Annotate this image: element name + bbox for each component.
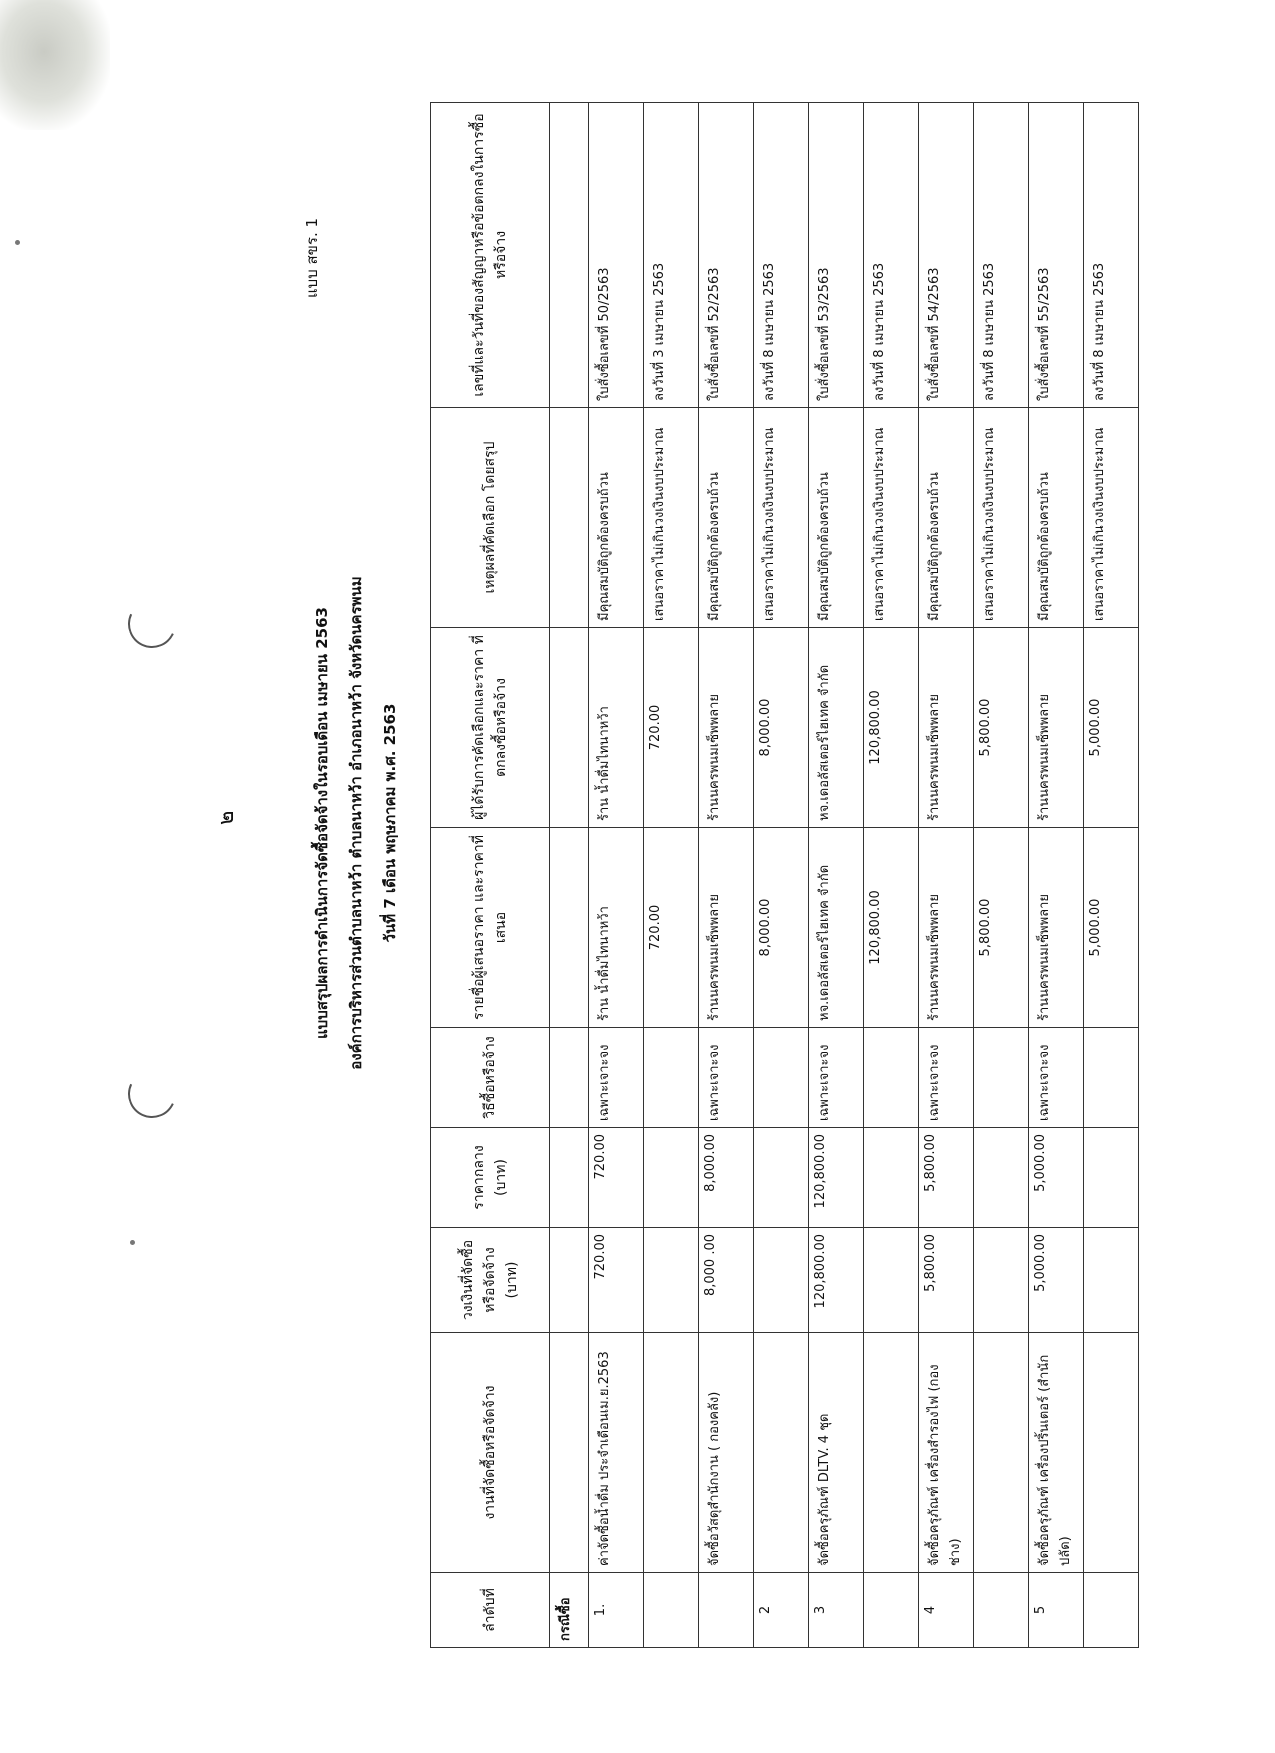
cell-bidder: ร้านนครพนมเซ็พพลาย: [1029, 828, 1084, 1028]
cell-contract: ลงวันที่ 8 เมษายน 2563: [754, 103, 809, 408]
cell-budget: [1084, 1228, 1139, 1333]
document-title: แบบสรุปผลการดำเนินการจัดซื้อจัดจ้างในรอบเดือน เมษายน 2563: [313, 607, 331, 1039]
header-seq: ลำดับที่: [431, 1573, 550, 1648]
cell-contract: ใบสั่งซื้อเลขที่ 50/2563: [589, 103, 644, 408]
cell-item: [644, 1333, 699, 1573]
cell-selected: หจ.เดอลัสเตอร์ไฮเทค จำกัด: [809, 628, 864, 828]
cell-median-price: [644, 1128, 699, 1228]
cell-budget: 8,000 .00: [699, 1228, 754, 1333]
cell-budget: [864, 1228, 919, 1333]
table-header-row: [431, 103, 550, 1648]
table-row: [699, 103, 754, 1648]
cell-reason: มีคุณสมบัติถูกต้องครบถ้วน: [699, 408, 754, 628]
cell-contract: ลงวันที่ 8 เมษายน 2563: [974, 103, 1029, 408]
cell-item: [864, 1333, 919, 1573]
organization-name: องค์การบริหารส่วนตำบลนาหว้า ตำบลนาหว้า อำเภอนาหว้า จังหวัดนครพนม: [347, 576, 365, 1070]
header-reason: เหตุผลที่คัดเลือก โดยสรุป: [431, 408, 550, 628]
cell-contract: ลงวันที่ 8 เมษายน 2563: [1084, 103, 1139, 408]
header-selected: ผู้ได้รับการคัดเลือกและราคา ที่ตกลงซื้อหรือจ้าง: [431, 628, 550, 828]
cell-median-price: [864, 1128, 919, 1228]
cell-reason: เสนอราคาไม่เกินวงเงินงบประมาณ: [644, 408, 699, 628]
form-code: แบบ สขร. 1: [303, 217, 321, 298]
cell-median-price: [974, 1128, 1029, 1228]
cell-contract: ลงวันที่ 8 เมษายน 2563: [864, 103, 919, 408]
cell-selected: 8,000.00: [754, 628, 809, 828]
cell-selected: 120,800.00: [864, 628, 919, 828]
page-number: ๒: [214, 810, 239, 825]
table-row: [644, 103, 699, 1648]
cell-reason: เสนอราคาไม่เกินวงเงินงบประมาณ: [754, 408, 809, 628]
table-row: [754, 103, 809, 1648]
cell-seq: [864, 1573, 919, 1648]
cell-seq: [644, 1573, 699, 1648]
cell-reason: เสนอราคาไม่เกินวงเงินงบประมาณ: [974, 408, 1029, 628]
header-item: งานที่จัดซื้อหรือจัดจ้าง: [431, 1333, 550, 1573]
header-bidders: รายชื่อผู้เสนอราคา และราคาที่เสนอ: [431, 828, 550, 1028]
cell-method: [974, 1028, 1029, 1128]
cell-budget: 120,800.00: [809, 1228, 864, 1333]
cell-median-price: 720.00: [589, 1128, 644, 1228]
cell-method: [1084, 1028, 1139, 1128]
cell-selected: ร้าน น้ำดื่มไทนาหว้า: [589, 628, 644, 828]
table-row: [864, 103, 919, 1648]
cell-seq: [1084, 1573, 1139, 1648]
cell-bidder: ร้านนครพนมเซ็พพลาย: [699, 828, 754, 1028]
cell-reason: มีคุณสมบัติถูกต้องครบถ้วน: [809, 408, 864, 628]
header-median-price: ราคากลาง (บาท): [431, 1128, 550, 1228]
cell-bidder: 5,000.00: [1084, 828, 1139, 1028]
cell-selected: ร้านนครพนมเซ็พพลาย: [919, 628, 974, 828]
table-row: [974, 103, 1029, 1648]
cell-seq: [699, 1573, 754, 1648]
table-row: [1084, 103, 1139, 1648]
cell-bidder: 5,800.00: [974, 828, 1029, 1028]
cell-item: [974, 1333, 1029, 1573]
cell-selected: ร้านนครพนมเซ็พพลาย: [1029, 628, 1084, 828]
cell-item: จัดซื้อครุภัณฑ์ DLTV. 4 ชุด: [809, 1333, 864, 1573]
cell-selected: ร้านนครพนมเซ็พพลาย: [699, 628, 754, 828]
cell-item: จัดซื้อครุภัณฑ์ เครื่องปริ้นเตอร์ (สำนักปลัด): [1029, 1333, 1084, 1573]
cell-budget: 5,800.00: [919, 1228, 974, 1333]
cell-method: เฉพาะเจาะจง: [1029, 1028, 1084, 1128]
cell-seq: 5: [1029, 1573, 1084, 1648]
cell-contract: ลงวันที่ 3 เมษายน 2563: [644, 103, 699, 408]
header-budget: วงเงินที่จัดซื้อหรือจัดจ้าง (บาท): [431, 1228, 550, 1333]
procurement-table: [430, 102, 1139, 1648]
cell-contract: ใบสั่งซื้อเลขที่ 55/2563: [1029, 103, 1084, 408]
cell-seq: 4: [919, 1573, 974, 1648]
cell-bidder: 720.00: [644, 828, 699, 1028]
cell-item: จัดซื้อครุภัณฑ์ เครื่องสำรองไฟ (กองช่าง): [919, 1333, 974, 1573]
cell-contract: ใบสั่งซื้อเลขที่ 52/2563: [699, 103, 754, 408]
table-row: [809, 103, 864, 1648]
cell-contract: ใบสั่งซื้อเลขที่ 53/2563: [809, 103, 864, 408]
cell-seq: 2: [754, 1573, 809, 1648]
cell-method: [754, 1028, 809, 1128]
cell-item: ค่าจัดซื้อน้ำดื่ม ประจำเดือนเม.ย.2563: [589, 1333, 644, 1573]
table-row: [919, 103, 974, 1648]
cell-method: เฉพาะเจาะจง: [589, 1028, 644, 1128]
cell-method: เฉพาะเจาะจง: [809, 1028, 864, 1128]
cell-method: [644, 1028, 699, 1128]
cell-median-price: [754, 1128, 809, 1228]
document-date: วันที่ 7 เดือน พฤษภาคม พ.ศ. 2563: [381, 703, 399, 943]
cell-reason: เสนอราคาไม่เกินวงเงินงบประมาณ: [1084, 408, 1139, 628]
cell-bidder: ร้าน น้ำดื่มไทนาหว้า: [589, 828, 644, 1028]
cell-selected: 5,800.00: [974, 628, 1029, 828]
cell-reason: เสนอราคาไม่เกินวงเงินงบประมาณ: [864, 408, 919, 628]
cell-item: [1084, 1333, 1139, 1573]
cell-reason: มีคุณสมบัติถูกต้องครบถ้วน: [919, 408, 974, 628]
cell-bidder: 120,800.00: [864, 828, 919, 1028]
cell-contract: ใบสั่งซื้อเลขที่ 54/2563: [919, 103, 974, 408]
category-label: กรณีซื้อ: [550, 1573, 589, 1648]
cell-budget: 5,000.00: [1029, 1228, 1084, 1333]
cell-median-price: 8,000.00: [699, 1128, 754, 1228]
cell-seq: 1.: [589, 1573, 644, 1648]
cell-bidder: ร้านนครพนมเซ็พพลาย: [919, 828, 974, 1028]
cell-bidder: หจ.เดอลัสเตอร์ไฮเทค จำกัด: [809, 828, 864, 1028]
cell-budget: 720.00: [589, 1228, 644, 1333]
cell-method: เฉพาะเจาะจง: [699, 1028, 754, 1128]
category-row: [550, 103, 589, 1648]
cell-median-price: 5,000.00: [1029, 1128, 1084, 1228]
document-header: [305, 323, 407, 1323]
cell-bidder: 8,000.00: [754, 828, 809, 1028]
cell-method: [864, 1028, 919, 1128]
cell-median-price: 5,800.00: [919, 1128, 974, 1228]
cell-seq: 3: [809, 1573, 864, 1648]
cell-method: เฉพาะเจาะจง: [919, 1028, 974, 1128]
cell-reason: มีคุณสมบัติถูกต้องครบถ้วน: [589, 408, 644, 628]
cell-budget: [974, 1228, 1029, 1333]
cell-reason: มีคุณสมบัติถูกต้องครบถ้วน: [1029, 408, 1084, 628]
header-method: วิธีซื้อหรือจ้าง: [431, 1028, 550, 1128]
cell-median-price: 120,800.00: [809, 1128, 864, 1228]
cell-budget: [754, 1228, 809, 1333]
cell-selected: 720.00: [644, 628, 699, 828]
header-contract: เลขที่และวันที่ของสัญญาหรือข้อตกลงในการซื้อหรือจ้าง: [431, 103, 550, 408]
cell-budget: [644, 1228, 699, 1333]
cell-median-price: [1084, 1128, 1139, 1228]
table-row: [1029, 103, 1084, 1648]
cell-item: [754, 1333, 809, 1573]
table-row: [589, 103, 644, 1648]
cell-item: จัดซื้อวัสดุสำนักงาน ( กองคลัง): [699, 1333, 754, 1573]
cell-seq: [974, 1573, 1029, 1648]
cell-selected: 5,000.00: [1084, 628, 1139, 828]
